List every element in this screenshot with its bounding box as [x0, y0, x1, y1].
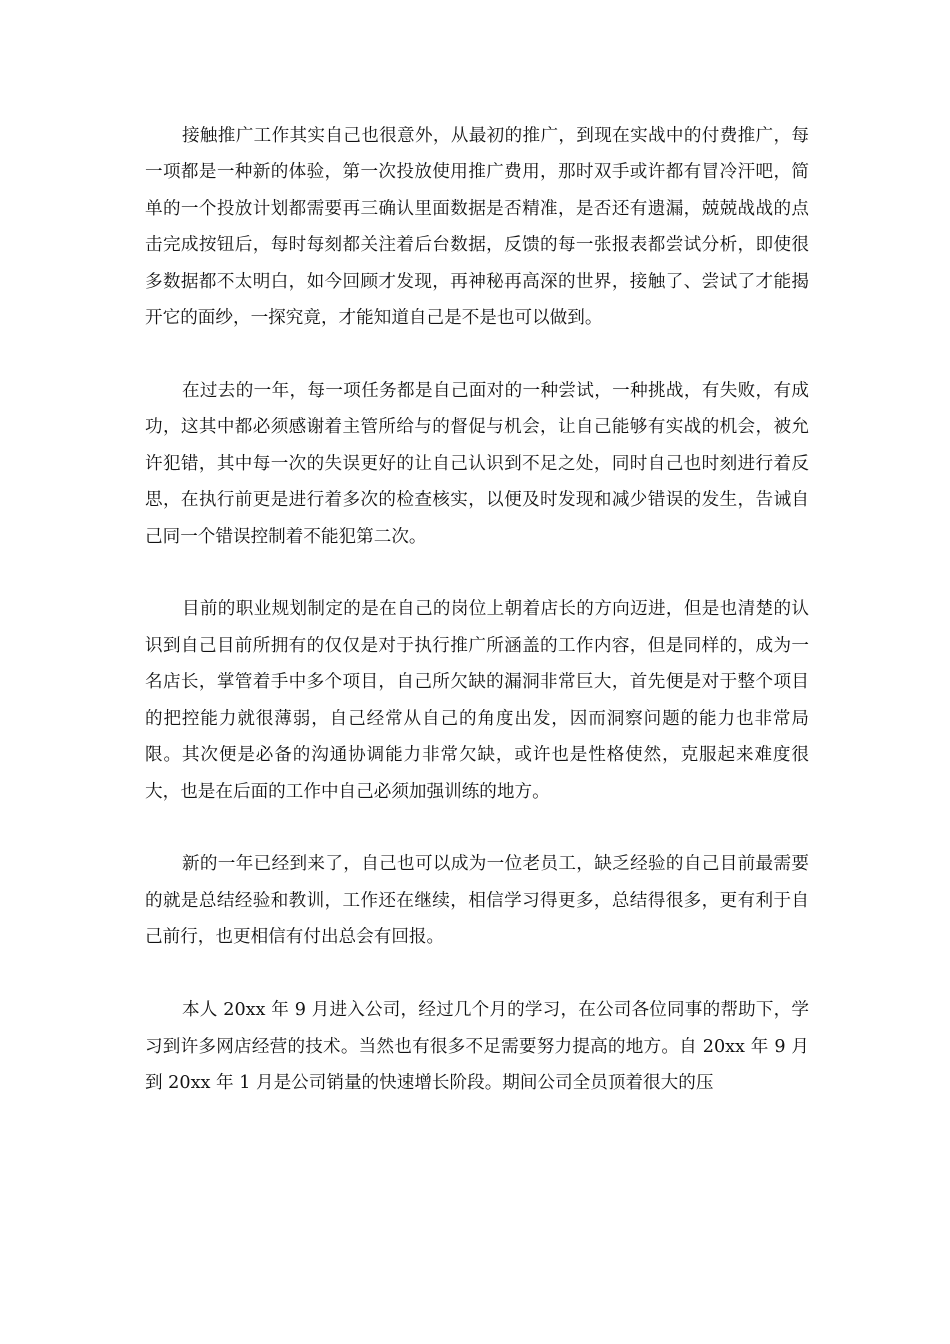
paragraph-1: 接触推广工作其实自己也很意外，从最初的推广，到现在实战中的付费推广，每一项都是一种新的体验，第一次投放使用推广费用，那时双手或许都有冒冷汗吧，简单的一个投放计划都需要再三确认里面数据是否精准，是否还有遗漏，兢兢战战的点击完成按钮后，每时每刻都关注着后台数据，反馈的每一张报表都尝试分析，即使很多数据都不太明白，如今回顾才发现，再神秘再高深的世界，接触了、尝试了才能揭开它的面纱，一探究竟，才能知道自己是不是也可以做到。 [145, 126, 809, 329]
paragraph-5: 本人 20xx 年 9 月进入公司，经过几个月的学习，在公司各位同事的帮助下，学习到许多网店经营的技术。当然也有很多不足需要努力提高的地方。自 20xx 年 9 月到 20xx 年 1 月是公司销量的快速增长阶段。期间公司全员顶着很大的压 [145, 1000, 809, 1093]
document-body [145, 118, 809, 1138]
paragraph-4: 新的一年已经到来了，自己也可以成为一位老员工，缺乏经验的自己目前最需要的就是总结经验和教训，工作还在继续，相信学习得更多，总结得很多，更有利于自己前行，也更相信有付出总会有回报。 [145, 854, 809, 948]
paragraph-2: 在过去的一年，每一项任务都是自己面对的一种尝试，一种挑战，有失败，有成功，这其中都必须感谢着主管所给与的督促与机会，让自己能够有实战的机会，被允许犯错，其中每一次的失误更好的让自己认识到不足之处，同时自己也时刻进行着反思，在执行前更是进行着多次的检查核实，以便及时发现和减少错误的发生，告诫自己同一个错误控制着不能犯第二次。 [145, 380, 809, 547]
paragraph-3: 目前的职业规划制定的是在自己的岗位上朝着店长的方向迈进，但是也清楚的认识到自己目前所拥有的仅仅是对于执行推广所涵盖的工作内容，但是同样的，成为一名店长，掌管着手中多个项目，自己所欠缺的漏洞非常巨大，首先便是对于整个项目的把控能力就很薄弱，自己经常从自己的角度出发，因而洞察问题的能力也非常局限。其次便是必备的沟通协调能力非常欠缺，或许也是性格使然，克服起来难度很大，也是在后面的工作中自己必须加强训练的地方。 [145, 599, 809, 802]
